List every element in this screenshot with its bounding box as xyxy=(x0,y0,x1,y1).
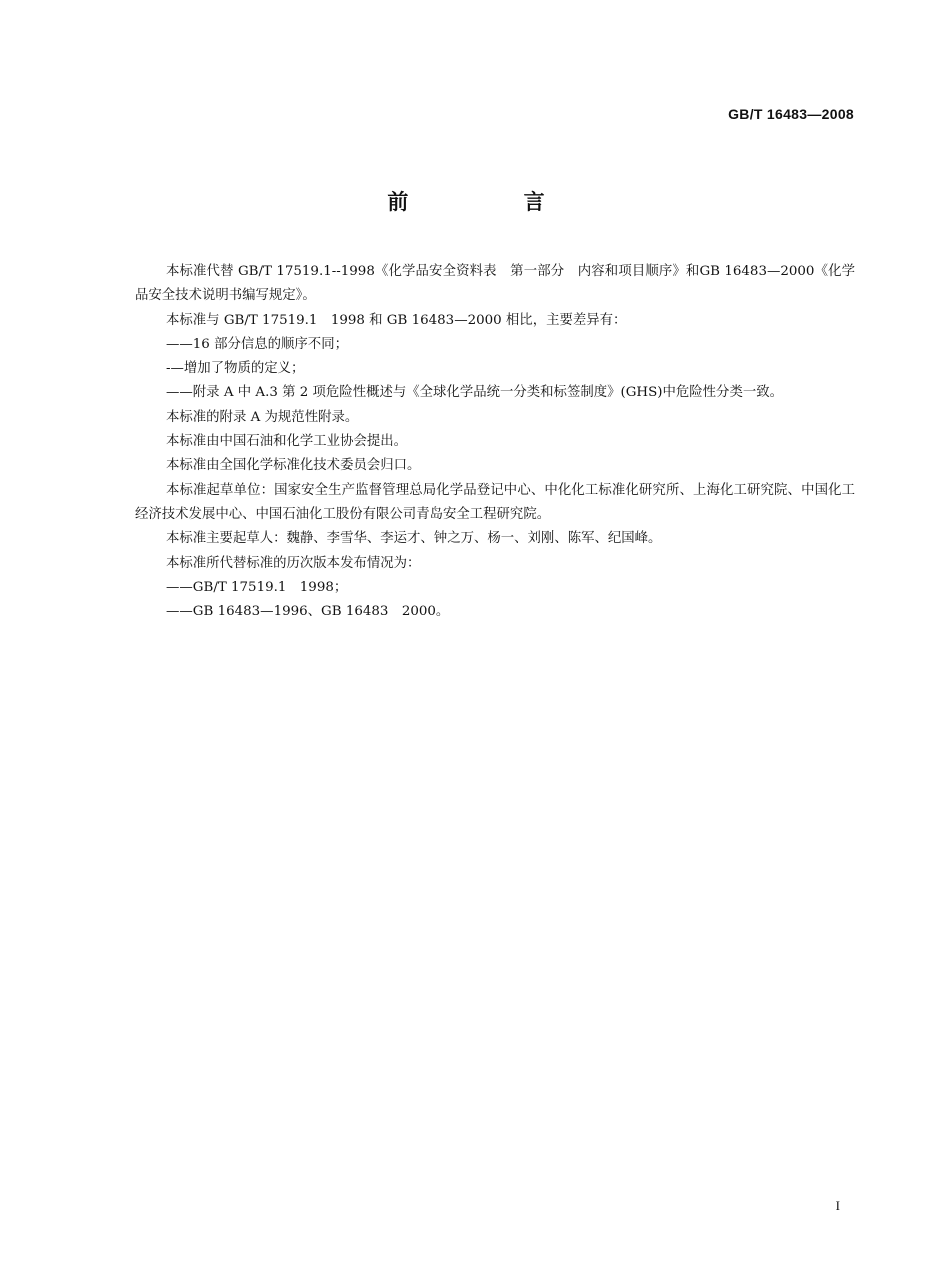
paragraph-differences-intro: 本标准与 GB/T 17519.1 1998 和 GB 16483—2000 相比，主要差异有： xyxy=(166,312,627,328)
paragraph-annex: 本标准的附录 A 为规范性附录。 xyxy=(166,409,359,425)
page-title: 前 言 xyxy=(387,190,599,214)
paragraph-replacement: 本标准代替 GB/T 17519.1--1998《化学品安全资料表 第一部分 内容和项目顺序》和GB 16483—2000《化学品安全技术说明书编写规定》。 xyxy=(135,264,855,304)
difference-item: ——附录 A 中 A.3 第 2 项危险性概述与《全球化学品统一分类和标签制度》(GHS)中危险性分类一致。 xyxy=(166,385,784,401)
paragraph-committee: 本标准由全国化学标准化技术委员会归口。 xyxy=(166,458,421,474)
standard-code: GB/T 16483—2008 xyxy=(728,106,854,122)
page-number: I xyxy=(835,1198,840,1213)
paragraph-drafters: 本标准主要起草人：魏静、李雪华、李运才、钟之万、杨一、刘刚、陈军、纪国峰。 xyxy=(166,531,662,547)
foreword-body xyxy=(135,260,855,624)
paragraph-history-intro: 本标准所代替标准的历次版本发布情况为： xyxy=(166,555,421,571)
difference-item: -—增加了物质的定义； xyxy=(166,361,305,377)
history-item: ——GB/T 17519.1 1998； xyxy=(166,579,348,595)
history-item: ——GB 16483—1996、GB 16483 2000。 xyxy=(166,604,450,620)
paragraph-drafting-units: 本标准起草单位：国家安全生产监督管理总局化学品登记中心、中化化工标准化研究所、上海化工研究院、中国化工经济技术发展中心、中国石油化工股份有限公司青岛安全工程研究院。 xyxy=(135,482,855,522)
paragraph-proposer: 本标准由中国石油和化学工业协会提出。 xyxy=(166,434,408,450)
difference-item: ——16 部分信息的顺序不同； xyxy=(166,336,348,352)
